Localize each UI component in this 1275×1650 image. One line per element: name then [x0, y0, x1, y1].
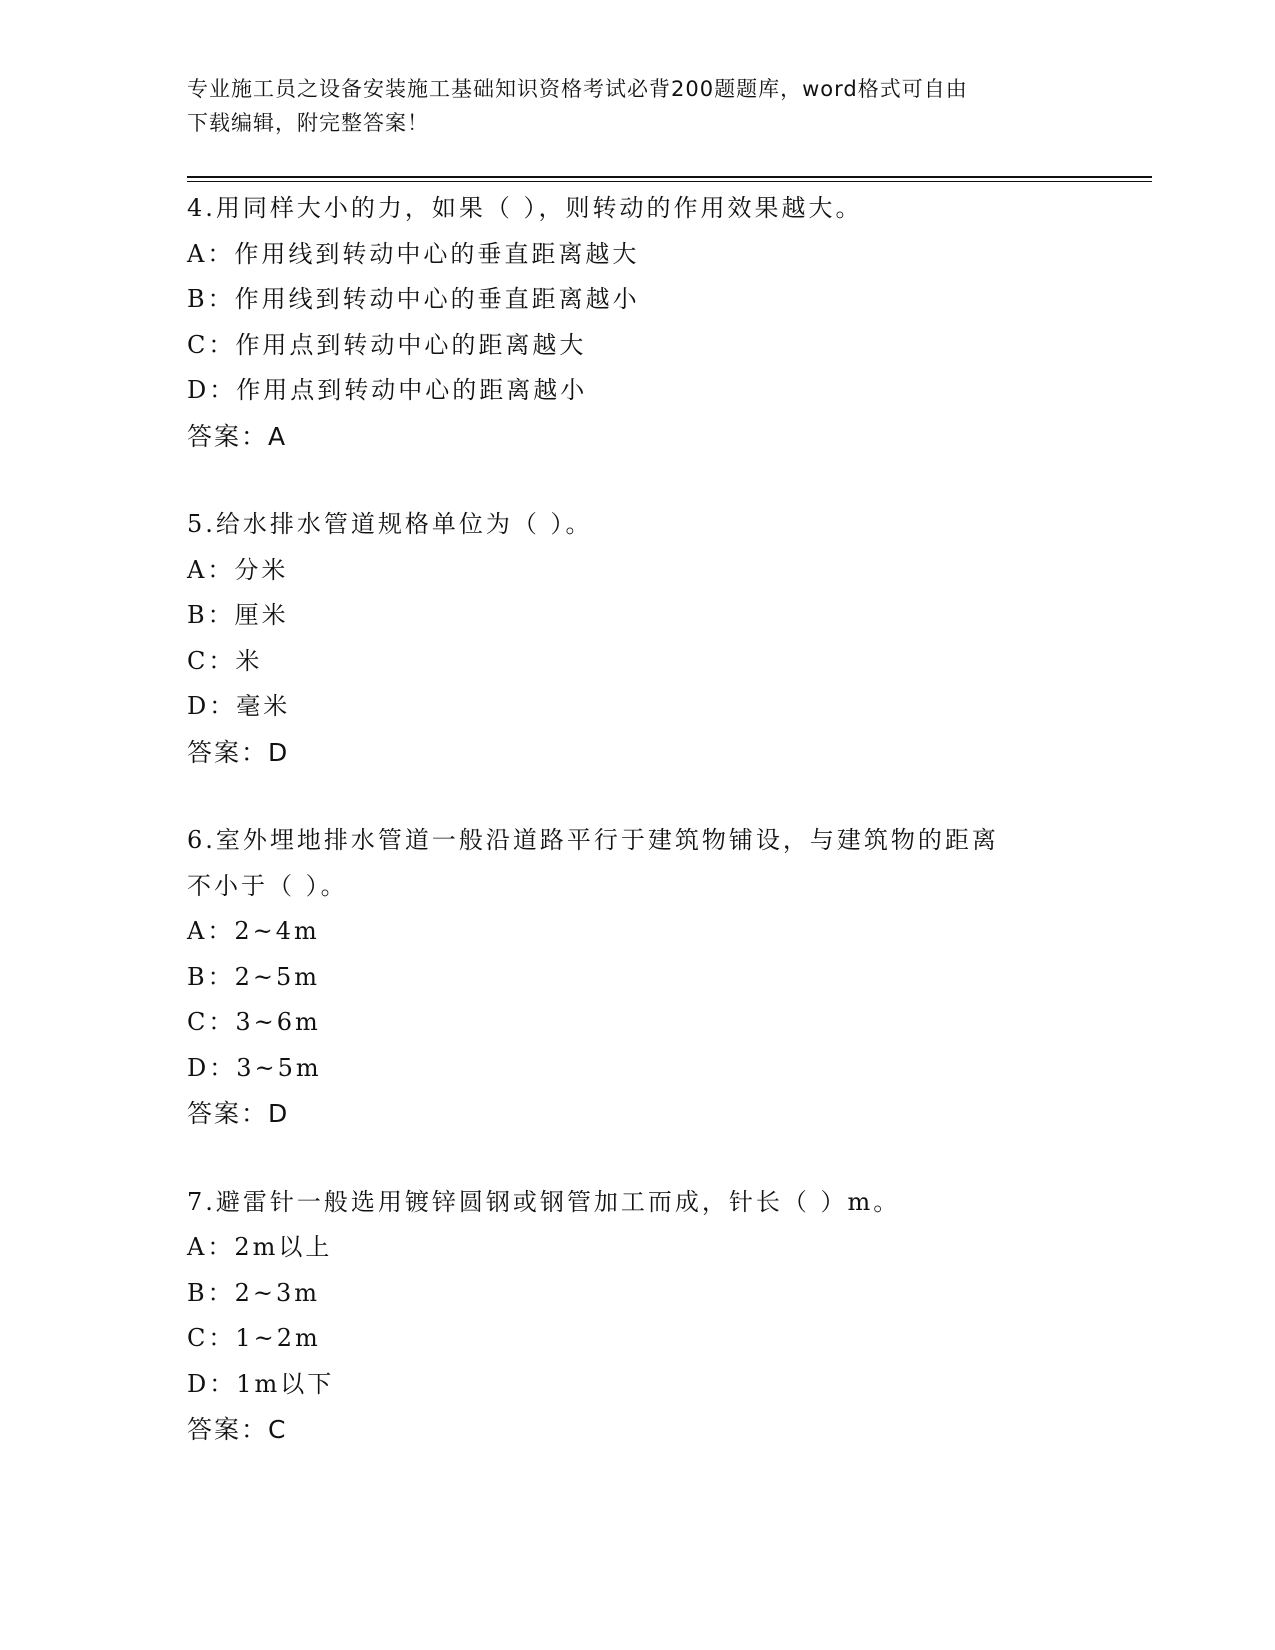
option-d: D：1m以下: [187, 1369, 335, 1398]
option-d: D：作用点到转动中心的距离越小: [187, 376, 588, 404]
option-c: C：3~6m: [187, 1008, 321, 1036]
question-stem: 7.避雷针一般选用镀锌圆钢或钢管加工而成，针长（ ）m。: [187, 1187, 901, 1216]
option-b: B：2~5m: [187, 962, 321, 991]
header-line-2: 下载编辑，附完整答案！: [187, 111, 429, 135]
option-b: B：作用线到转动中心的垂直距离越小: [187, 285, 640, 313]
question-stem: 5.给水排水管道规格单位为（ ）。: [187, 510, 593, 538]
answer: 答案：A: [187, 421, 288, 451]
answer: 答案：D: [187, 737, 290, 767]
question-6: [187, 818, 1087, 1137]
option-a: A：2~4m: [187, 917, 320, 945]
option-b: B：2~3m: [187, 1278, 321, 1307]
option-a: A：2m以上: [187, 1233, 333, 1261]
document-header: [187, 72, 1067, 140]
option-a: A：分米: [187, 555, 289, 584]
question-list: [187, 186, 1087, 1453]
option-d: D：3~5m: [187, 1053, 322, 1082]
option-c: C：米: [187, 646, 263, 675]
option-a: A：作用线到转动中心的垂直距离越大: [187, 239, 640, 268]
answer: 答案：C: [187, 1415, 288, 1444]
question-7: [187, 1180, 1087, 1453]
header-divider-thin: [187, 181, 1152, 182]
question-5: [187, 502, 1087, 775]
question-4: [187, 186, 1087, 459]
answer: 答案：D: [187, 1099, 290, 1128]
question-stem: 6.室外埋地排水管道一般沿道路平行于建筑物铺设，与建筑物的距离: [187, 826, 999, 854]
option-c: C：作用点到转动中心的距离越大: [187, 330, 587, 359]
question-stem: 4.用同样大小的力，如果（ ），则转动的作用效果越大。: [187, 194, 863, 222]
header-divider: [187, 176, 1152, 178]
option-d: D：毫米: [187, 692, 291, 720]
option-c: C：1~2m: [187, 1324, 321, 1352]
question-stem-continued: 不小于（ ）。: [187, 871, 348, 900]
option-b: B：厘米: [187, 601, 289, 629]
header-line-1: 专业施工员之设备安装施工基础知识资格考试必背200题题库，word格式可自由: [187, 77, 968, 101]
